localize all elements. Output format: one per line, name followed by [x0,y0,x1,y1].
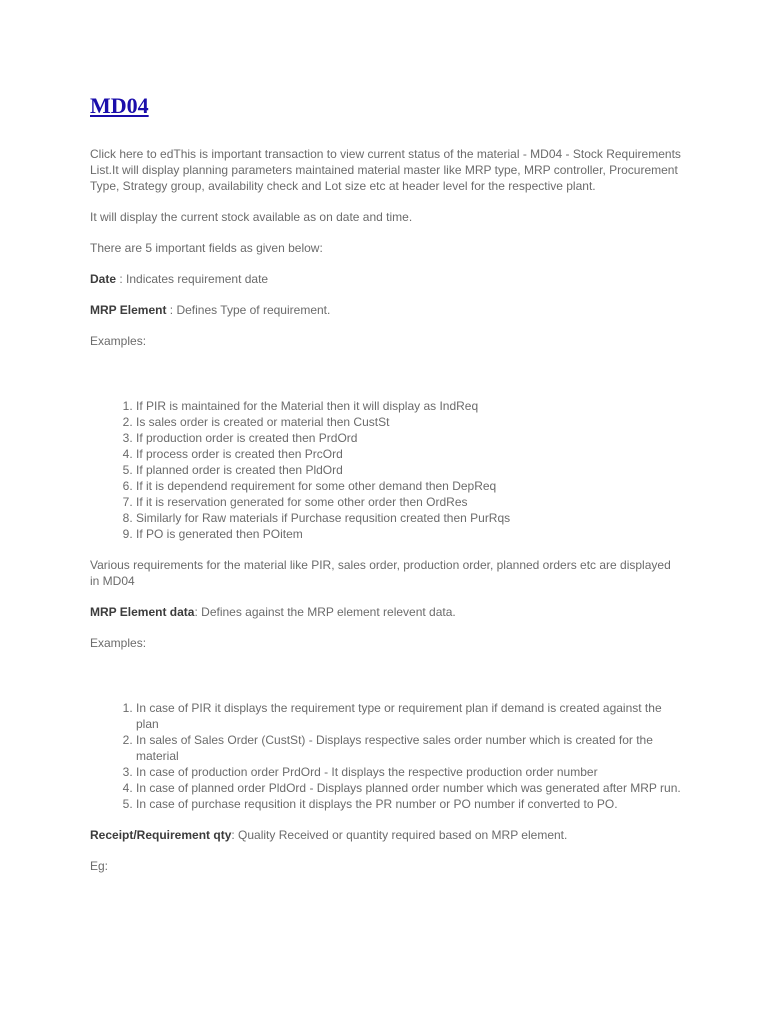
examples-label-2: Examples: [90,636,147,650]
mrp-element-examples-list [90,398,682,542]
document-content [90,92,682,889]
mrp-element-data-paragraph [90,604,682,620]
list-item: 8. Similarly for Raw materials if Purchase requsition created then PurRqs [136,510,682,526]
receipt-requirement-paragraph [90,827,682,843]
list-item: 1. If PIR is maintained for the Material then it will display as IndReq [136,398,682,414]
list-item: 6. If it is dependend requirement for some other demand then DepReq [136,478,682,494]
list-item: 4. If process order is created then PrcOrd [136,446,682,462]
list-item: 4. In case of planned order PldOrd - Displays planned order number which was generated after MRP run. [136,780,682,796]
intro-paragraph: Click here to edThis is important transaction to view current status of the material - MD04 - Stock Requirements List.It will display planning parameters maintained material master like MRP type, MRP controller, Procurement Type, Strategy group, availability check and Lot size etc at header level for the respective plant. [90,147,681,193]
list-item: 5. If planned order is created then PldOrd [136,462,682,478]
date-field-paragraph [90,271,682,287]
fields-intro-paragraph: There are 5 important fields as given below: [90,241,323,255]
page-title [90,92,682,120]
examples-label-1: Examples: [90,334,147,348]
list-item: 5. In case of purchase requsition it displays the PR number or PO number if converted to PO. [136,796,682,812]
list-item: 1. In case of PIR it displays the requirement type or requirement plan if demand is created against the plan [136,700,682,732]
mrp-element-paragraph [90,302,682,318]
mrp-element-text: : Defines Type of requirement. [166,303,331,317]
mrp-element-label: MRP Element [90,303,167,317]
spacer [90,364,682,398]
title-link[interactable]: MD04 [90,93,149,118]
list-item: 2. In sales of Sales Order (CustSt) - Displays respective sales order number which is created for the material [136,732,682,764]
list-item: 3. In case of production order PrdOrd - It displays the respective production order number [136,764,682,780]
eg-label: Eg: [90,859,109,873]
receipt-requirement-text: : Quality Received or quantity required based on MRP element. [231,828,568,842]
stock-note-paragraph: It will display the current stock available as on date and time. [90,210,413,224]
list-item: 7. If it is reservation generated for some other order then OrdRes [136,494,682,510]
mrp-element-data-examples-list [90,700,682,812]
mrp-element-data-label: MRP Element data [90,605,195,619]
list-item: 9. If PO is generated then POitem [136,526,682,542]
requirements-note-paragraph: Various requirements for the material like PIR, sales order, production order, planned orders etc are displayed in MD04 [90,558,671,588]
date-field-text: : Indicates requirement date [116,272,269,286]
receipt-requirement-label: Receipt/Requirement qty [90,828,232,842]
date-field-label: Date [90,272,117,286]
spacer [90,666,682,700]
list-item: 3. If production order is created then PrdOrd [136,430,682,446]
list-item: 2. Is sales order is created or material then CustSt [136,414,682,430]
mrp-element-data-text: : Defines against the MRP element relevent data. [194,605,456,619]
